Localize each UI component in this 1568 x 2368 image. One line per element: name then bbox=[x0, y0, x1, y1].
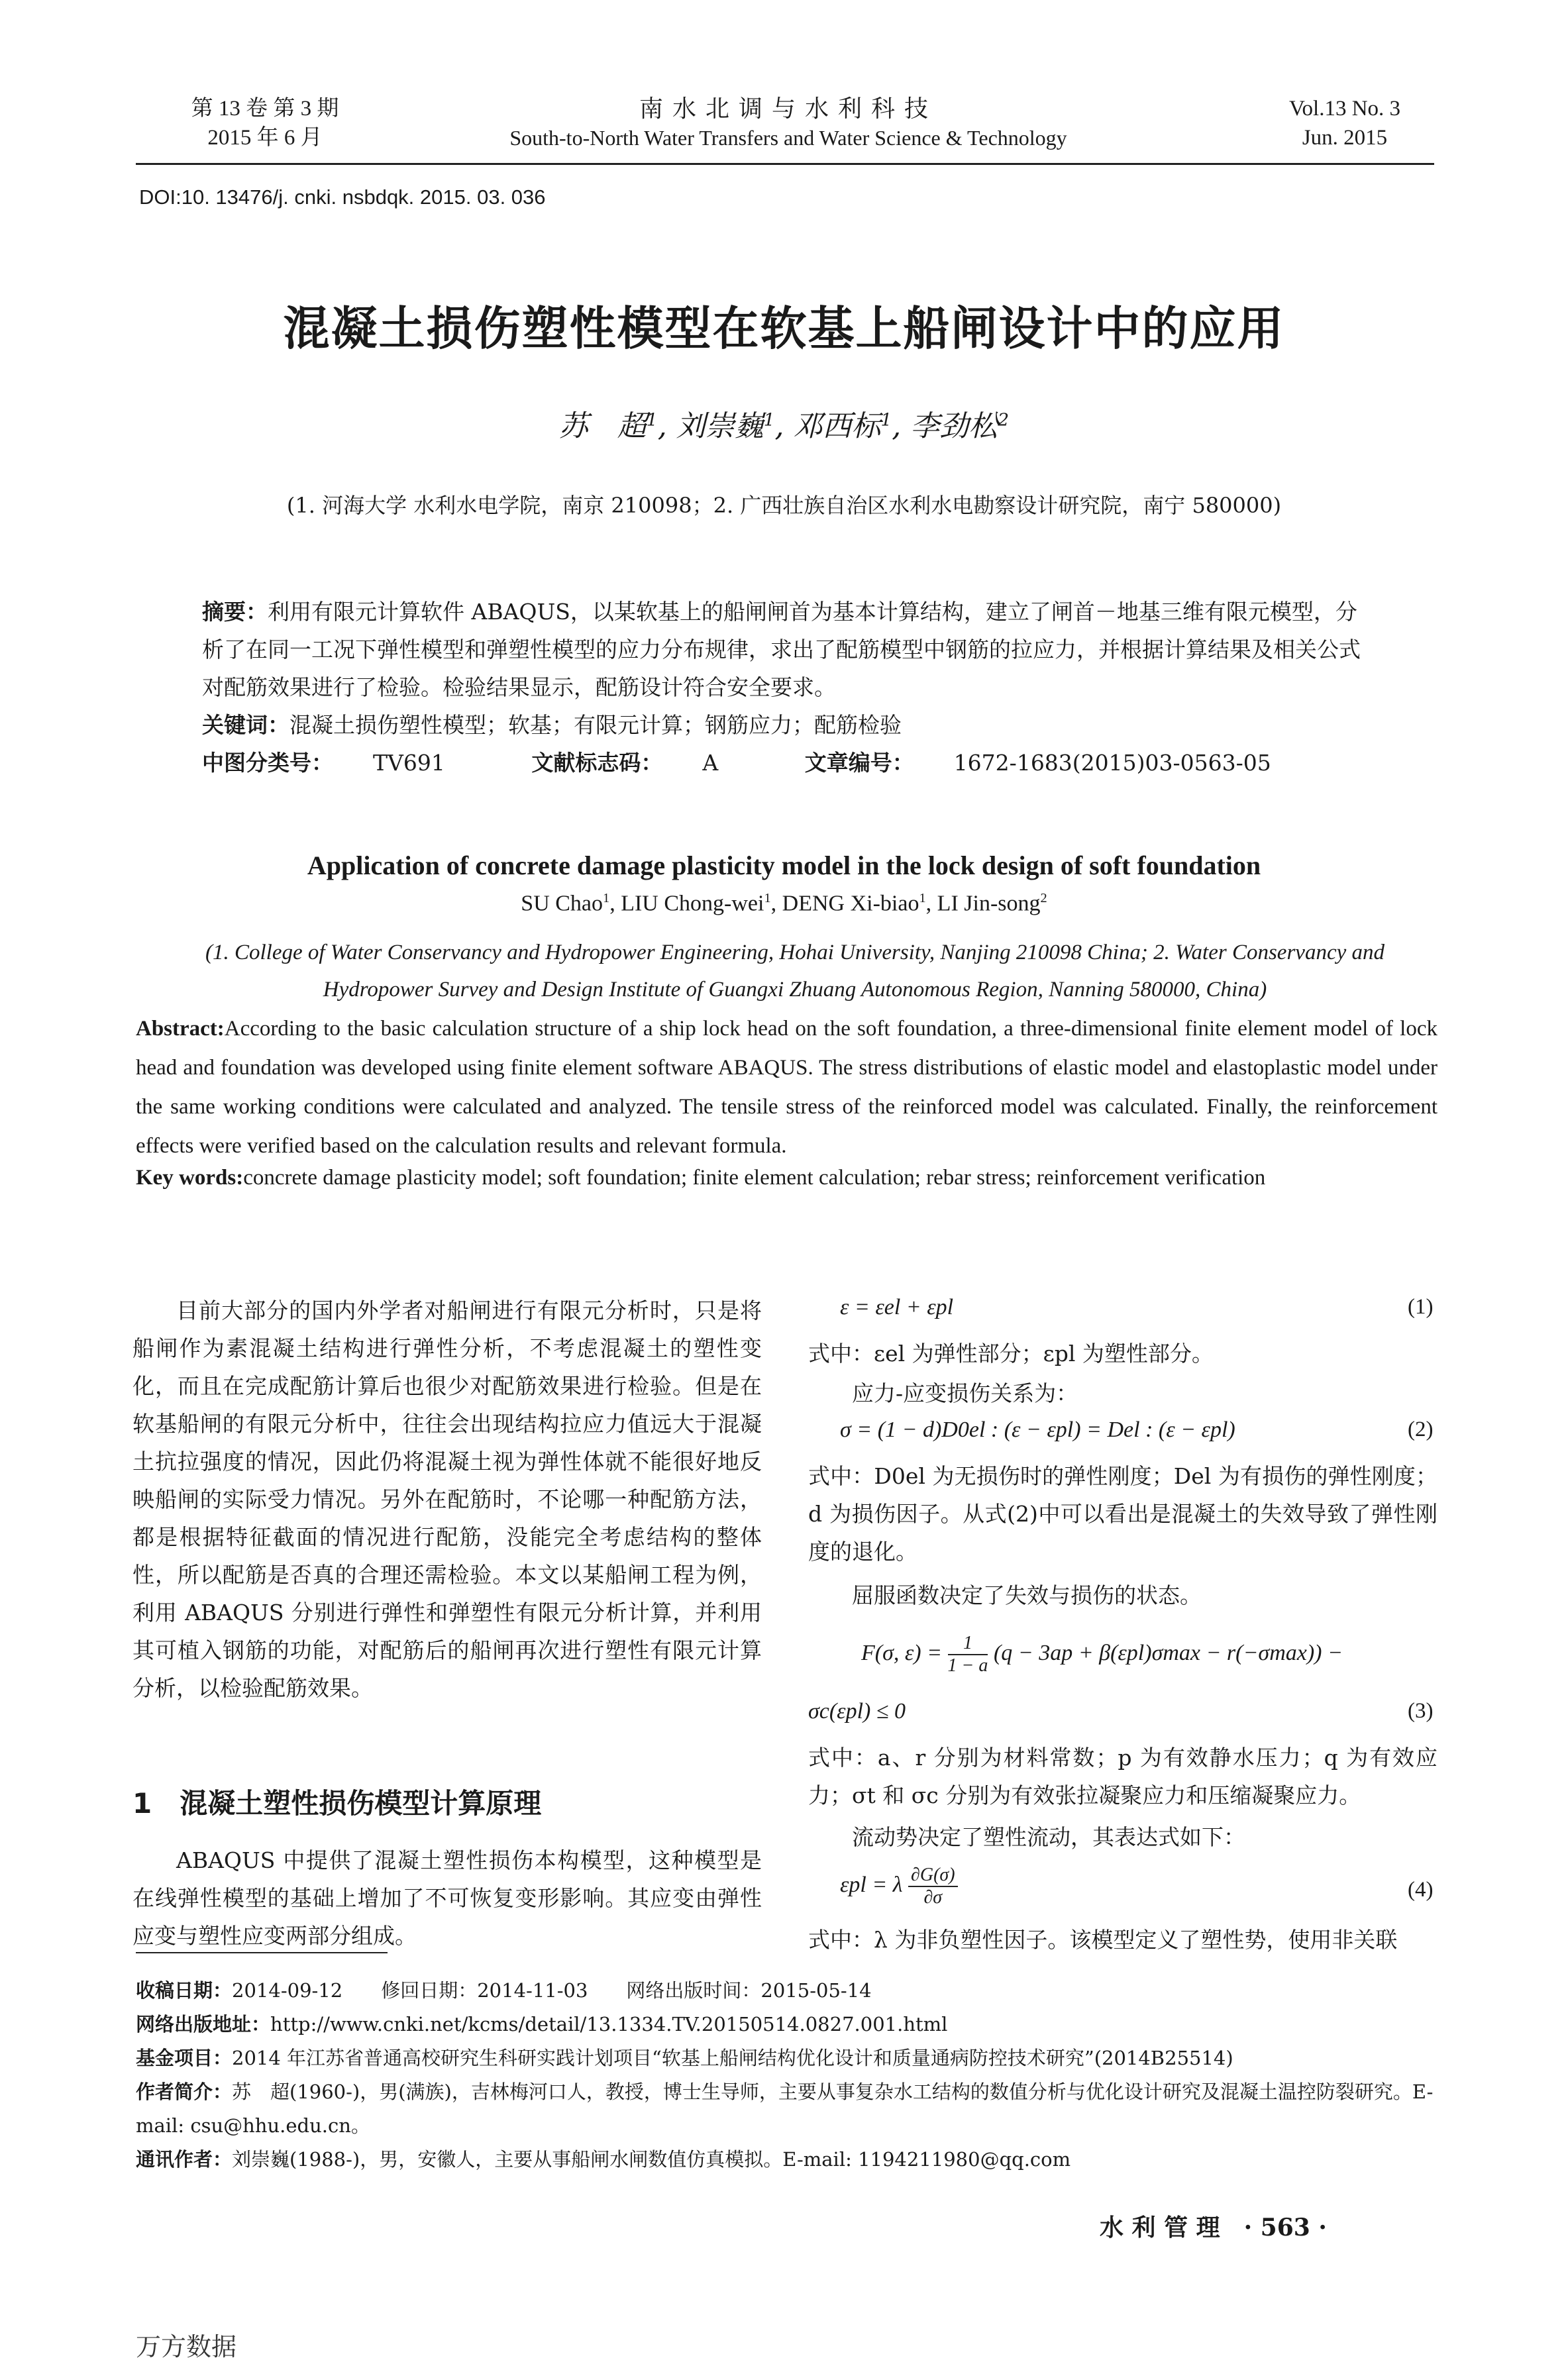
footnote-label: 作者简介： bbox=[136, 2081, 233, 2103]
stress-strain-intro: 应力-应变损伤关系为： bbox=[852, 1380, 1078, 1406]
author-list: 苏 超$^1$, 刘崇巍$^1$, 邓西标$^1$, 李劲松$^2$ bbox=[558, 409, 1010, 443]
author-en-mark: 1 bbox=[919, 891, 926, 905]
keywords-cn bbox=[202, 706, 1375, 744]
equation-3-line1 bbox=[861, 1633, 1343, 1676]
eq4-lhs: εpl = λ bbox=[840, 1872, 903, 1897]
author-affil-mark: 1 bbox=[763, 409, 775, 431]
intro-paragraph: 目前大部分的国内外学者对船闸进行有限元分析时，只是将船闸作为素混凝土结构进行弹性分析，不考虑混凝土的塑性变化，而且在完成配筋计算后也很少对配筋效果进行检验。但是在软基船闸的有限元分析中，往往会出现结构拉应力值远大于混凝土抗拉强度的情况，因此仍将混凝土视为弹性体就不能很好地反映船闸的实际受力情况。另外在配筋时，不论哪一种配筋方法，都是根据特征截面的情况进行配筋，没能完全考虑结构的整体性，所以配筋是否真的合理还需检验。本文以某船闸工程为例，利用 ABAQUS 分别进行弹性和弹塑性有限元分析计算，并利用其可植入钢筋的功能，对配筋后的船闸再次进行塑性有限元计算分析，以检验配筋效果。 bbox=[132, 1298, 762, 1701]
footnote-dates bbox=[136, 1974, 1437, 2008]
watermark-text: 万方数据 bbox=[136, 2332, 237, 2361]
footnote-text: 2014 年江苏省普通高校研究生科研实践计划项目“软基上船闸结构优化设计和质量通病防控技术研究”(2014B25514) bbox=[232, 2047, 1233, 2069]
footnote-text[interactable]: http://www.cnki.net/kcms/detail/13.1334.TV.20150514.0827.001.html bbox=[270, 2013, 948, 2035]
author: 邓西标 bbox=[793, 409, 881, 443]
doc-code-value: A bbox=[702, 750, 719, 776]
flow-intro: 流动势决定了塑性流动，其表达式如下： bbox=[852, 1824, 1245, 1850]
keywords-label: 关键词： bbox=[202, 712, 289, 738]
clc-value: TV691 bbox=[373, 750, 445, 776]
abstract-text: 利用有限元计算软件 ABAQUS，以某软基上的船闸闸首为基本计算结构，建立了闸首－地基三维有限元模型，分析了在同一工况下弹性模型和弹塑性模型的应力分布规律，求出了配筋模型中钢筋的拉应力，并根据计算结果及相关公式对配筋效果进行了检验。检验结果显示，配筋设计符合安全要求。 bbox=[202, 599, 1361, 700]
header-journal bbox=[411, 94, 1166, 152]
author-list-en: SU Chao$^1$, LIU Chong-wei$^1$, DENG Xi-biao$^1$, LI Jin-song$^2$ bbox=[521, 891, 1047, 916]
doc-code bbox=[531, 750, 758, 776]
title-en: Application of concrete damage plasticity model in the lock design of soft foundation bbox=[307, 850, 1261, 880]
doc-code-label: 文献标志码： bbox=[531, 750, 663, 776]
footnote-text: 2014-09-12 修回日期：2014-11-03 网络出版时间：2015-05-14 bbox=[232, 1979, 872, 2002]
footnote-fund bbox=[136, 2041, 1437, 2075]
eq4-explanation: 式中：λ 为非负塑性因子。该模型定义了塑性势，使用非关联 bbox=[808, 1927, 1398, 1953]
eq3-fraction bbox=[948, 1633, 988, 1676]
equation-2: σ = (1 − d)D0el : (ε − εpl) = Del : (ε − εpl) bbox=[840, 1417, 1235, 1442]
author-en: LI Jin-song bbox=[937, 891, 1041, 916]
clc-number bbox=[202, 750, 485, 776]
yield-intro: 屈服函数决定了失效与损伤的状态。 bbox=[852, 1582, 1202, 1608]
eq3-frac-den: 1 − a bbox=[947, 1655, 988, 1676]
header-volume-cn bbox=[169, 94, 361, 152]
journal-name-en: South-to-North Water Transfers and Water Science & Technology bbox=[509, 126, 1067, 150]
footnote-text: 刘崇巍(1988-)，男，安徽人，主要从事船闸水闸数值仿真模拟。E-mail: 1194211980@qq.com bbox=[232, 2148, 1071, 2171]
abstract-en bbox=[136, 1009, 1437, 1166]
date-en: Jun. 2015 bbox=[1302, 126, 1388, 150]
author-affil-mark: 1 bbox=[646, 409, 658, 431]
affiliation: (1. 河海大学 水利水电学院，南京 210098；2. 广西壮族自治区水利水电勘察设计研究院，南宁 580000) bbox=[286, 493, 1282, 518]
eq3-lhs: F(σ, ε) = bbox=[861, 1640, 943, 1665]
author: 李劲松 bbox=[910, 409, 998, 443]
eq2-explanation: 式中：D0el 为无损伤时的弹性刚度；Del 为有损伤的弹性刚度；d 为损伤因子。从式(2)中可以看出是混凝土的失效导致了弹性刚度的退化。 bbox=[808, 1463, 1437, 1565]
author-affil-mark: 1 bbox=[880, 409, 892, 431]
page-number: 水 利 管 理 · 563 · bbox=[1100, 2214, 1327, 2241]
header-volume-en bbox=[1245, 94, 1444, 152]
equation-1: ε = εel + εpl bbox=[840, 1295, 954, 1319]
footnote-label: 收稿日期： bbox=[136, 1979, 233, 2002]
keywords-en-text: concrete damage plasticity model; soft foundation; finite element calculation; rebar stress; reinforcement verification bbox=[243, 1166, 1266, 1190]
footnote-url bbox=[136, 2008, 1437, 2041]
author-affil-mark: 2 bbox=[998, 409, 1010, 431]
abstract-en-text: According to the basic calculation structure of a ship lock head on the soft foundation, a three-dimensional finite element model of lock head and foundation was developed using finite element software ABAQUS. The stress distributions of elastic model and elastoplastic model under the same working conditions were calculated and analyzed. The tensile stress of the reinforced model was calculated. Finally, the reinforcement effects were verified based on the calculation results and relevant formula. bbox=[136, 1017, 1437, 1158]
abstract-cn bbox=[202, 593, 1375, 706]
footnote-label: 基金项目： bbox=[136, 2047, 233, 2069]
header-rule bbox=[136, 163, 1434, 165]
footnotes bbox=[136, 1974, 1437, 2177]
equation-3-line2: σc(εpl) ≤ 0 bbox=[808, 1699, 906, 1724]
section1-paragraph: ABAQUS 中提供了混凝土塑性损伤本构模型，这种模型是在线弹性模型的基础上增加了不可恢复变形影响。其应变由弹性应变与塑性应变两部分组成。 bbox=[132, 1847, 762, 1949]
journal-name-cn: 南水北调与水利科技 bbox=[639, 95, 937, 122]
article-number-label: 文章编号： bbox=[804, 750, 914, 776]
eq4-frac-den: ∂σ bbox=[923, 1887, 943, 1908]
author-en: LIU Chong-wei bbox=[621, 891, 764, 916]
date-cn: 2015 年 6 月 bbox=[207, 126, 323, 150]
footnote-text: 苏 超(1960-)，男(满族)，吉林梅河口人，教授，博士生导师，主要从事复杂水工结构的数值分析与优化设计研究及混凝土温控防裂研究。E-mail: csu@hhu.edu.cn。 bbox=[136, 2081, 1434, 2137]
volume-issue-cn: 第 13 卷 第 3 期 bbox=[191, 97, 339, 121]
doi: DOI:10. 13476/j. cnki. nsbdqk. 2015. 03. 036 bbox=[139, 185, 546, 209]
equation-4 bbox=[840, 1865, 958, 1908]
article-number-value: 1672-1683(2015)03-0563-05 bbox=[953, 750, 1271, 776]
keywords-text: 混凝土损伤塑性模型；软基；有限元计算；钢筋应力；配筋检验 bbox=[289, 712, 902, 738]
author-en: DENG Xi-biao bbox=[782, 891, 919, 916]
keywords-en bbox=[136, 1166, 1437, 1190]
equation-number: (4) bbox=[1408, 1878, 1434, 1902]
paper-title: 混凝土损伤塑性模型在软基上船闸设计中的应用 bbox=[283, 301, 1285, 356]
author-en-mark: 1 bbox=[764, 891, 771, 905]
volume-issue-en: Vol.13 No. 3 bbox=[1288, 97, 1401, 121]
classification bbox=[202, 744, 1375, 782]
abstract-label: 摘要： bbox=[202, 599, 268, 625]
author-en-mark: 1 bbox=[603, 891, 610, 905]
article-number bbox=[805, 750, 1311, 776]
footnote-rule bbox=[136, 1952, 388, 1953]
footnote-label: 通讯作者： bbox=[136, 2148, 233, 2171]
footnote-label: 网络出版地址： bbox=[136, 2013, 271, 2035]
equation-number: (1) bbox=[1408, 1295, 1434, 1319]
footnote-author bbox=[136, 2075, 1437, 2143]
clc-label: 中图分类号： bbox=[202, 750, 333, 776]
author-en: SU Chao bbox=[521, 891, 603, 916]
abstract-en-label: Abstract: bbox=[136, 1017, 225, 1041]
equation-number: (2) bbox=[1408, 1417, 1434, 1441]
author: 刘崇巍 bbox=[676, 409, 764, 443]
section-heading: 1 混凝土塑性损伤模型计算原理 bbox=[132, 1787, 542, 1820]
eq3-explanation: 式中：a、r 分别为材料常数；p 为有效静水压力；q 为有效应力；σt 和 σc 分别为有效张拉凝聚应力和压缩凝聚应力。 bbox=[808, 1745, 1437, 1808]
eq3-rhs: (q − 3ap + β(εpl)σmax − r(−σmax)) − bbox=[993, 1640, 1343, 1665]
eq3-frac-num: 1 bbox=[948, 1633, 988, 1655]
eq1-explanation: 式中：εel 为弹性部分；εpl 为塑性部分。 bbox=[808, 1341, 1214, 1366]
eq4-frac-num: ∂G(σ) bbox=[908, 1865, 958, 1887]
affiliation-en: (1. College of Water Conservancy and Hydropower Engineering, Hohai University, Nanjing 210098 China; 2. Water Conservancy and Hydropower Survey and Design Institute of Guangxi Zhuang Autonomous Region, Nanning 580000, China) bbox=[205, 941, 1385, 1002]
keywords-en-label: Key words: bbox=[136, 1166, 244, 1190]
equation-number: (3) bbox=[1408, 1699, 1434, 1723]
eq4-fraction bbox=[908, 1865, 958, 1908]
footnote-corresponding bbox=[136, 2143, 1437, 2177]
author: 苏 超 bbox=[558, 409, 647, 443]
author-en-mark: 2 bbox=[1040, 891, 1047, 905]
